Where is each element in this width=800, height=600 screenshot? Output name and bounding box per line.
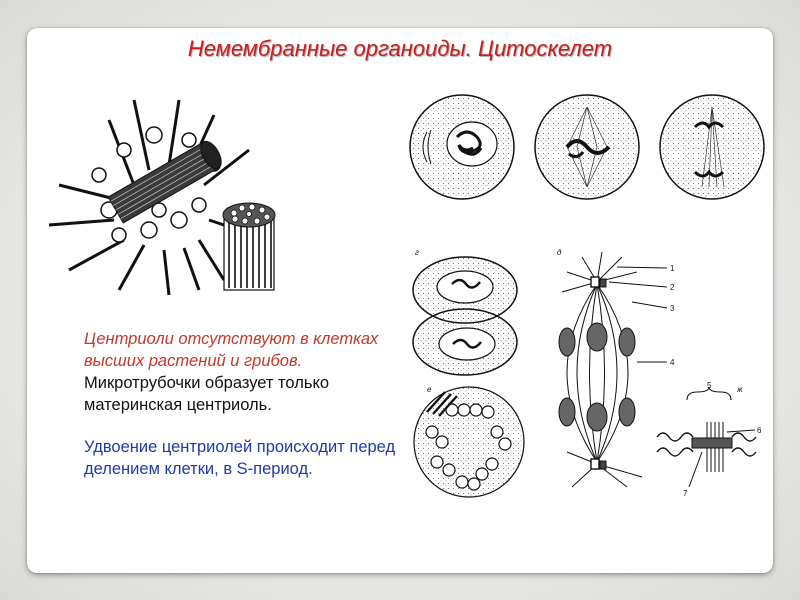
mitosis-diagrams [397,92,767,498]
spindle-diagram [562,252,667,487]
panel-label-zh: ж [737,385,743,394]
cell-prophase [410,95,514,199]
slide [27,28,773,573]
centromere-diagram [657,387,756,487]
centriole-illustration [39,90,299,290]
part-number-1: 1 [670,264,675,273]
part-number-5: 5 [707,381,712,390]
chromatid-clusters [559,323,635,431]
cell-anaphase [660,95,764,199]
title-part2: Цитоскелет [471,36,613,61]
cell-metaphase [535,95,639,199]
title-part1: Немембранные органоиды. [187,36,472,61]
part-number-7: 7 [683,489,688,498]
cross-section-field [414,387,524,497]
microtubule-text: Микротрубочки образует только материнская центриоль. [84,374,330,414]
panel-label-g: г [415,248,419,257]
part-number-4: 4 [670,358,675,367]
slide-title [27,36,773,62]
duplication-text: Удвоение центриолей происходит перед делением клетки, в S-период. [84,438,396,478]
part-number-6: 6 [757,426,762,435]
part-number-3: 3 [670,304,675,313]
cell-telophase [413,257,517,375]
panel-label-e: е [427,385,432,394]
centriole-text [84,328,414,416]
part-number-2: 2 [670,283,675,292]
panel-label-d: д [557,248,562,257]
centriole-absence-text: Центриоли отсутствуют в клетках высших растений и грибов. [84,330,379,370]
